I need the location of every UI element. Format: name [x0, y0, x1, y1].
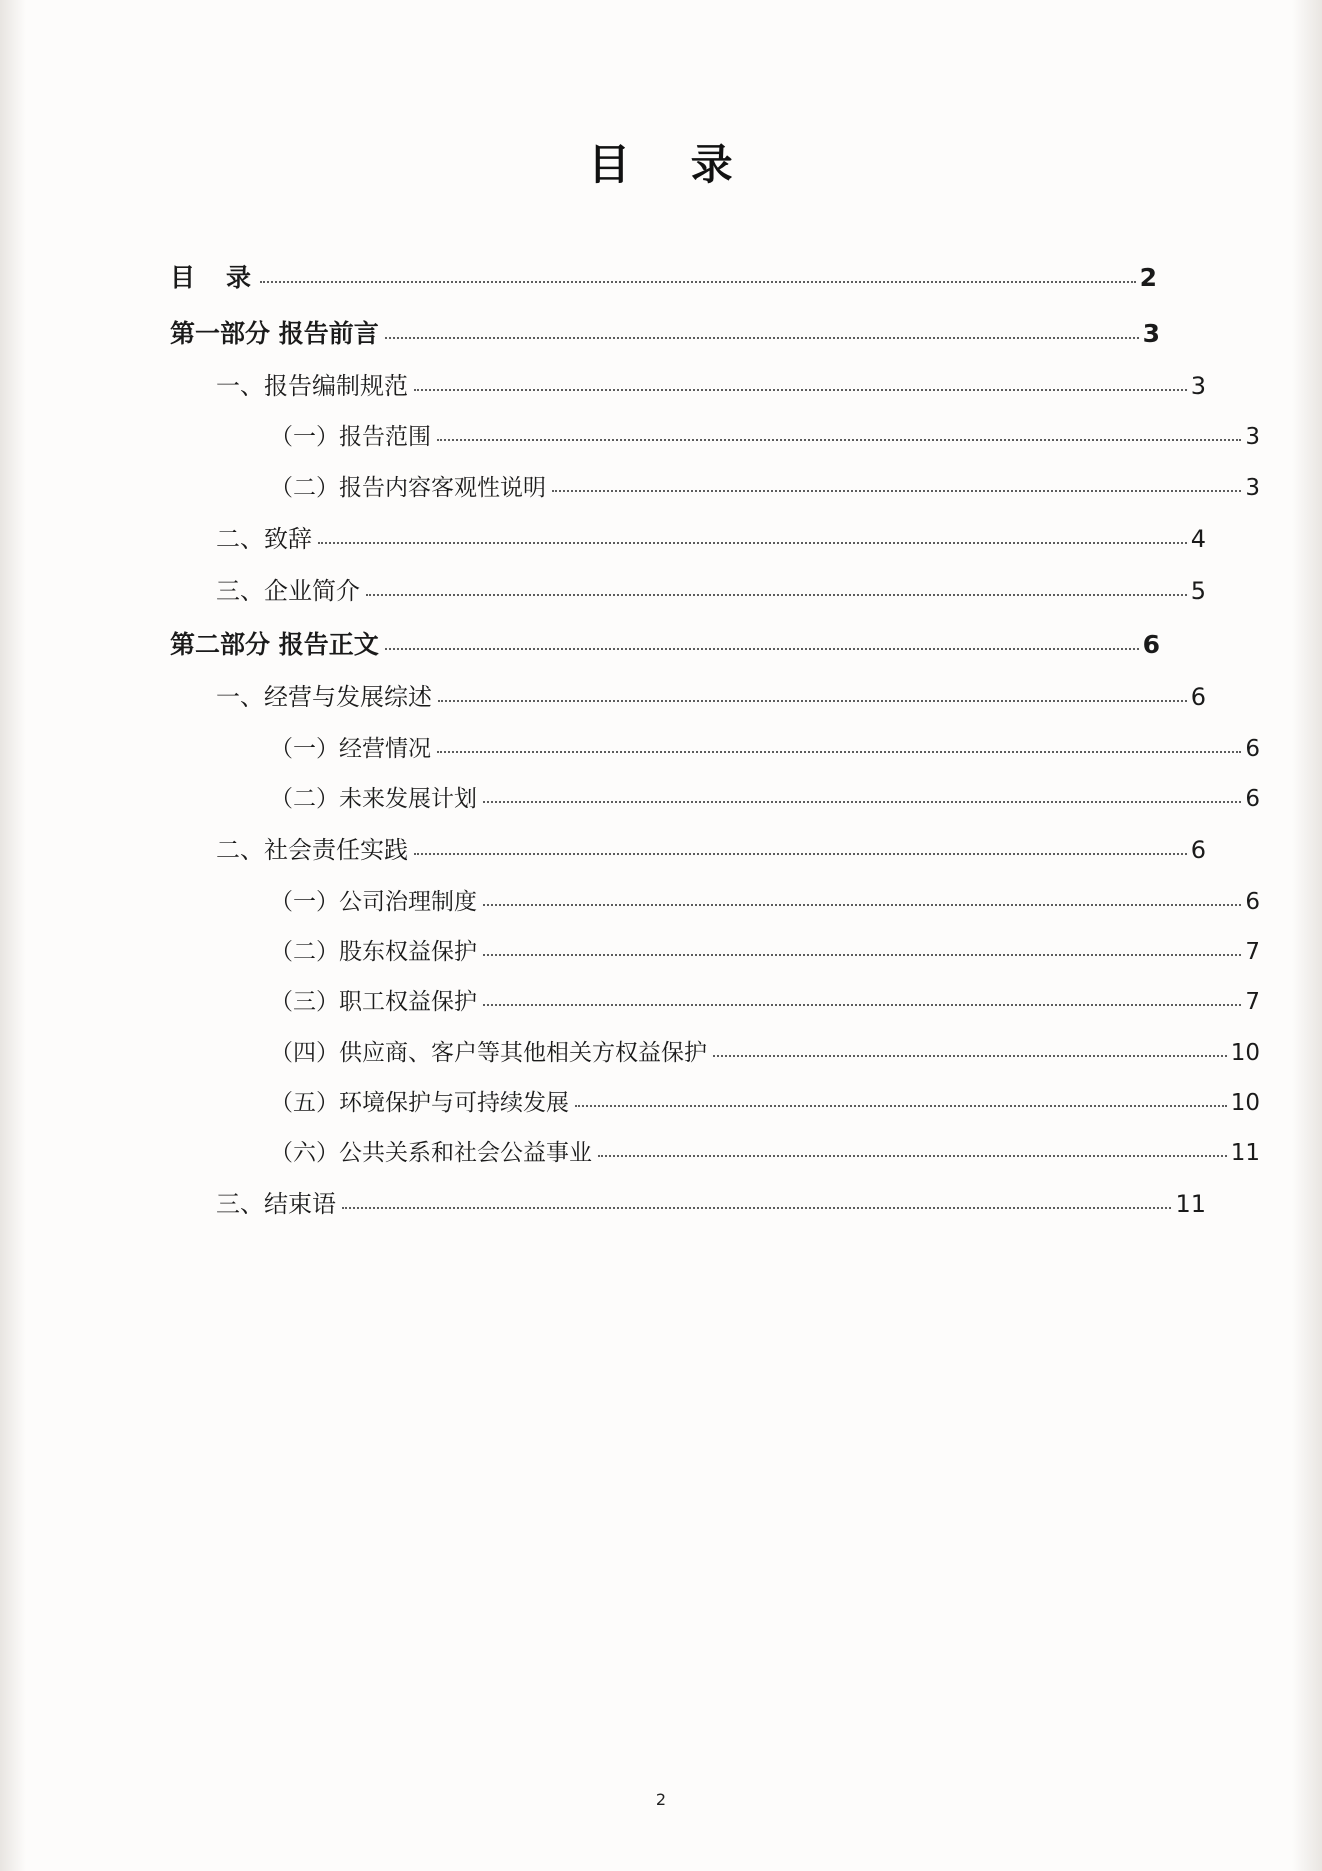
toc-leader-dots: [385, 647, 1139, 650]
toc-leader-dots: [713, 1054, 1227, 1057]
toc-entry-label: 一、报告编制规范: [216, 372, 408, 400]
toc-leader-dots: [483, 1003, 1241, 1006]
toc-entry[interactable]: [170, 320, 1160, 348]
toc-entry[interactable]: [170, 425, 1260, 450]
toc-entry-label: 第二部分 报告正文: [170, 629, 379, 659]
toc-leader-dots: [598, 1154, 1227, 1157]
toc-entry-page: 4: [1190, 524, 1206, 553]
toc-leader-dots: [483, 903, 1241, 906]
toc-entry-page: 7: [1245, 989, 1260, 1016]
toc-entry[interactable]: [170, 1141, 1260, 1166]
toc-entry[interactable]: [170, 684, 1206, 710]
table-of-contents: [170, 263, 1260, 1219]
toc-entry-page: 6: [1190, 683, 1206, 712]
toc-entry-label: 第一部分 报告前言: [170, 318, 379, 348]
toc-leader-dots: [438, 699, 1187, 702]
toc-entry-label: 二、致辞: [216, 524, 312, 553]
toc-entry-label: （一）公司治理制度: [270, 888, 477, 915]
toc-entry-page: 6: [1142, 629, 1160, 659]
toc-entry-label: （一）经营情况: [270, 735, 431, 762]
toc-entry[interactable]: [170, 940, 1260, 965]
toc-entry-page: 3: [1245, 424, 1260, 451]
toc-entry-label: 三、结束语: [216, 1190, 336, 1219]
toc-entry[interactable]: [170, 1091, 1260, 1116]
toc-entry-label: 目 录: [170, 263, 255, 292]
page-title: 目 录: [588, 140, 742, 189]
toc-entry-label: （二）股东权益保护: [270, 938, 477, 965]
toc-entry-page: 6: [1245, 888, 1260, 915]
page-footer-number: 2: [655, 1790, 667, 1809]
toc-entry[interactable]: [170, 787, 1260, 812]
toc-entry[interactable]: [170, 373, 1206, 399]
toc-leader-dots: [437, 750, 1241, 753]
toc-leader-dots: [366, 593, 1187, 596]
toc-entry[interactable]: [170, 476, 1260, 501]
toc-entry[interactable]: [170, 890, 1260, 915]
toc-leader-dots: [483, 953, 1241, 956]
toc-leader-dots: [437, 438, 1241, 441]
toc-entry[interactable]: [170, 837, 1206, 863]
toc-leader-dots: [552, 489, 1241, 492]
toc-entry[interactable]: [170, 264, 1160, 292]
toc-leader-dots: [342, 1206, 1171, 1209]
toc-entry-label: （四）供应商、客户等其他相关方权益保护: [270, 1039, 707, 1066]
toc-leader-dots: [385, 336, 1139, 339]
toc-entry-page: 7: [1245, 938, 1260, 965]
toc-entry-page: 6: [1245, 785, 1260, 812]
toc-entry[interactable]: [170, 990, 1260, 1015]
toc-leader-dots: [483, 800, 1241, 803]
toc-entry-label: 三、企业简介: [216, 577, 360, 606]
toc-entry-label: 二、社会责任实践: [216, 836, 408, 865]
toc-entry-label: （二）未来发展计划: [270, 785, 477, 812]
toc-entry[interactable]: [170, 1191, 1206, 1217]
toc-entry-label: （一）报告范围: [270, 424, 431, 451]
toc-entry[interactable]: [170, 578, 1206, 604]
toc-entry-page: 3: [1142, 318, 1160, 348]
toc-leader-dots: [414, 388, 1187, 391]
toc-entry-label: （三）职工权益保护: [270, 989, 477, 1016]
toc-leader-dots: [260, 280, 1136, 283]
toc-entry-page: 5: [1190, 577, 1206, 606]
toc-entry-page: 2: [1139, 263, 1160, 292]
toc-leader-dots: [575, 1104, 1227, 1107]
toc-entry[interactable]: [170, 631, 1160, 659]
toc-entry-page: 3: [1190, 372, 1206, 400]
toc-entry-page: 6: [1245, 735, 1260, 762]
toc-entry-page: 10: [1230, 1039, 1260, 1066]
toc-leader-dots: [414, 852, 1187, 855]
toc-entry[interactable]: [170, 526, 1206, 552]
toc-entry-page: 11: [1230, 1140, 1260, 1167]
toc-entry-label: （二）报告内容客观性说明: [270, 474, 546, 501]
toc-entry-page: 11: [1175, 1190, 1206, 1219]
page-content: [170, 0, 1260, 1244]
toc-entry-label: 一、经营与发展综述: [216, 683, 432, 712]
toc-entry-label: （六）公共关系和社会公益事业: [270, 1140, 592, 1167]
toc-entry-page: 6: [1190, 836, 1206, 865]
toc-entry-page: 10: [1230, 1089, 1260, 1116]
toc-entry-page: 3: [1245, 474, 1260, 501]
toc-entry-label: （五）环境保护与可持续发展: [270, 1089, 569, 1116]
toc-entry[interactable]: [170, 1041, 1260, 1066]
toc-entry[interactable]: [170, 737, 1260, 762]
toc-leader-dots: [318, 541, 1187, 544]
